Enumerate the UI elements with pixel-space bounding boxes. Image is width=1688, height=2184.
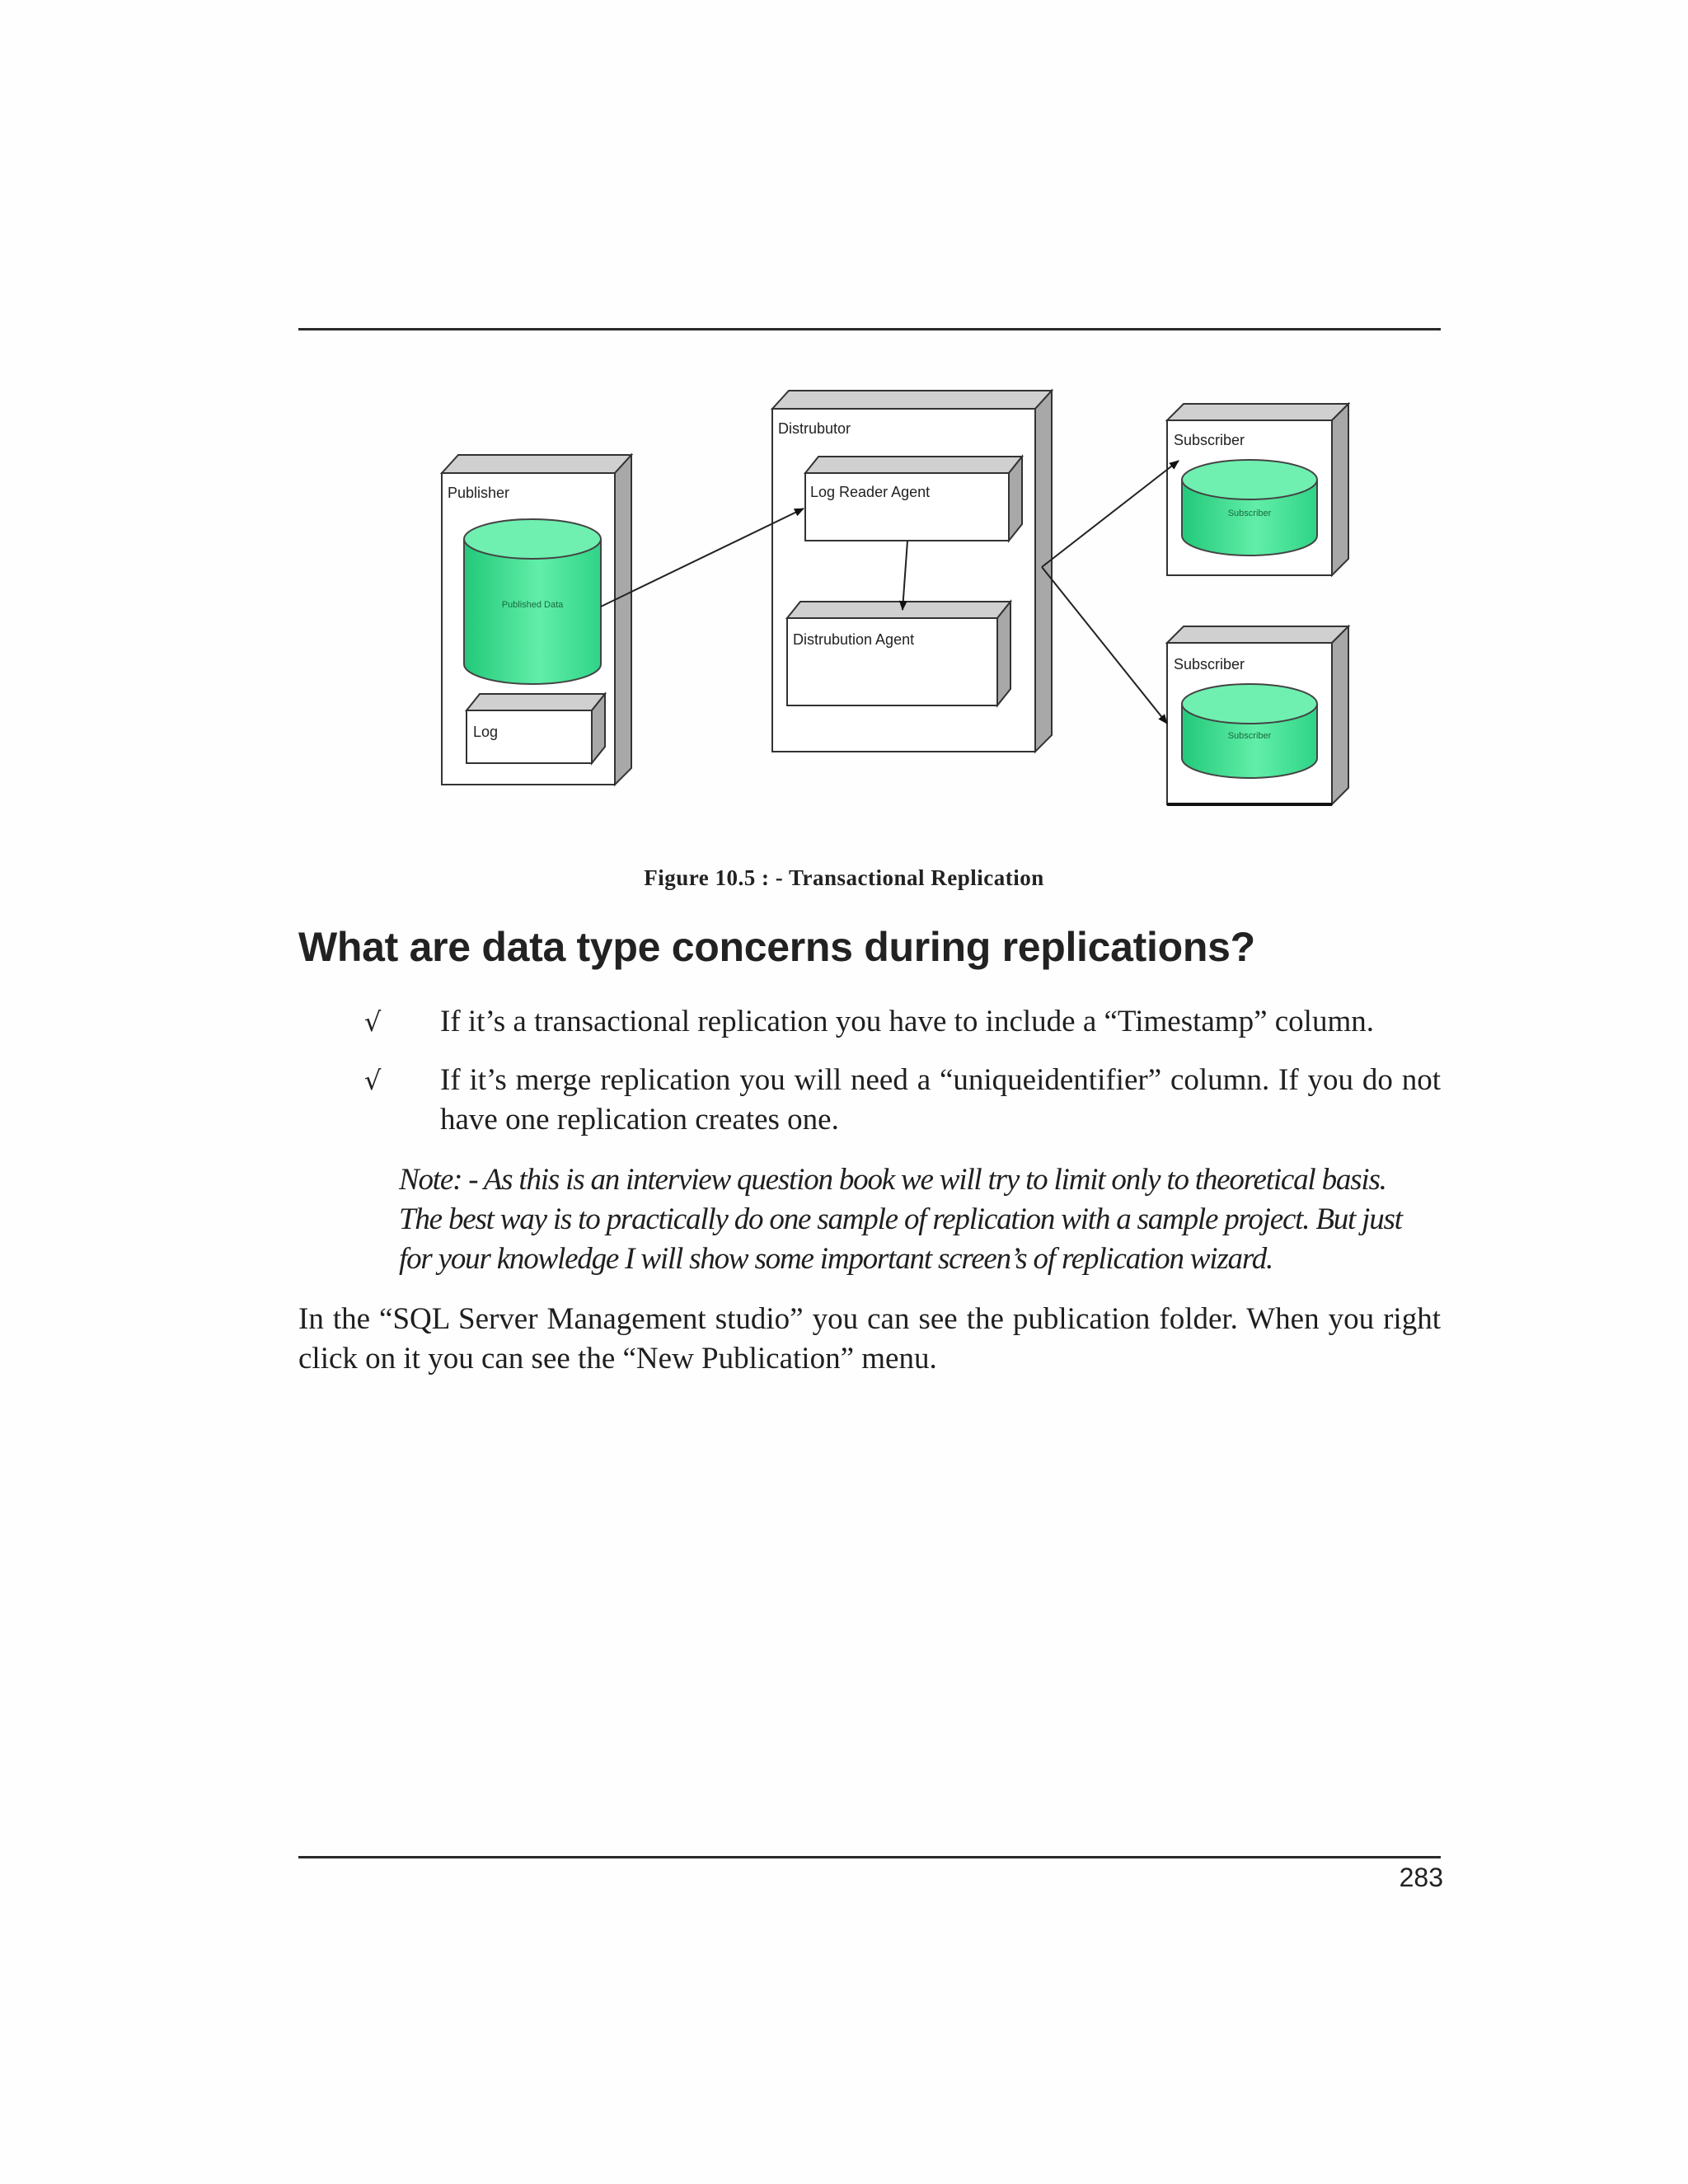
log-node (467, 694, 605, 763)
arrow-distributor-to-subscriber-2 (1042, 567, 1167, 724)
checkmark-icon: √ (364, 1006, 382, 1038)
published-data-database (464, 519, 601, 684)
checkmark-icon: √ (364, 1065, 382, 1096)
bottom-rule (298, 1856, 1441, 1858)
section-heading: What are data type concerns during replications? (298, 924, 1255, 970)
published-data-label: Published Data (501, 600, 564, 610)
distribution-agent-node (787, 602, 1010, 705)
note-text: Note: - As this is an interview question book we will try to limit only to theoretical basis. The best way is to practically do one sample of replication with a sample project. But just for your knowledge I will show some important screen’s of replication wizard. (399, 1163, 1402, 1276)
subscriber-2-database (1182, 684, 1317, 778)
bullet-text: If it’s merge replication you will need a “uniqueidentifier” column. If you do not have one replication creates one. (440, 1063, 1441, 1137)
bullet-text: If it’s a transactional replication you have to include a “Timestamp” column. (440, 1005, 1374, 1038)
subscriber-2-db-label: Subscriber (1227, 731, 1272, 741)
subscriber-1-database (1182, 460, 1317, 555)
log-label: Log (473, 724, 499, 740)
log-reader-label: Log Reader Agent (810, 484, 931, 500)
subscriber-1-label: Subscriber (1174, 432, 1245, 448)
figure-caption: Figure 10.5 : - Transactional Replication (644, 865, 1044, 890)
replication-diagram (0, 0, 1688, 824)
body-paragraph: In the “SQL Server Management studio” you can see the publication folder. When you right click on it you can see the “New Publication” menu. (298, 1302, 1441, 1376)
page-number: 283 (1399, 1863, 1443, 1892)
publisher-label: Publisher (448, 485, 510, 501)
subscriber-1-db-label: Subscriber (1227, 509, 1272, 518)
arrow-distributor-to-subscriber-1 (1042, 461, 1179, 567)
distributor-label: Distrubutor (778, 420, 851, 437)
log-reader-agent-node (805, 457, 1022, 541)
subscriber-2-label: Subscriber (1174, 656, 1245, 673)
distribution-agent-label: Distrubution Agent (793, 631, 915, 648)
